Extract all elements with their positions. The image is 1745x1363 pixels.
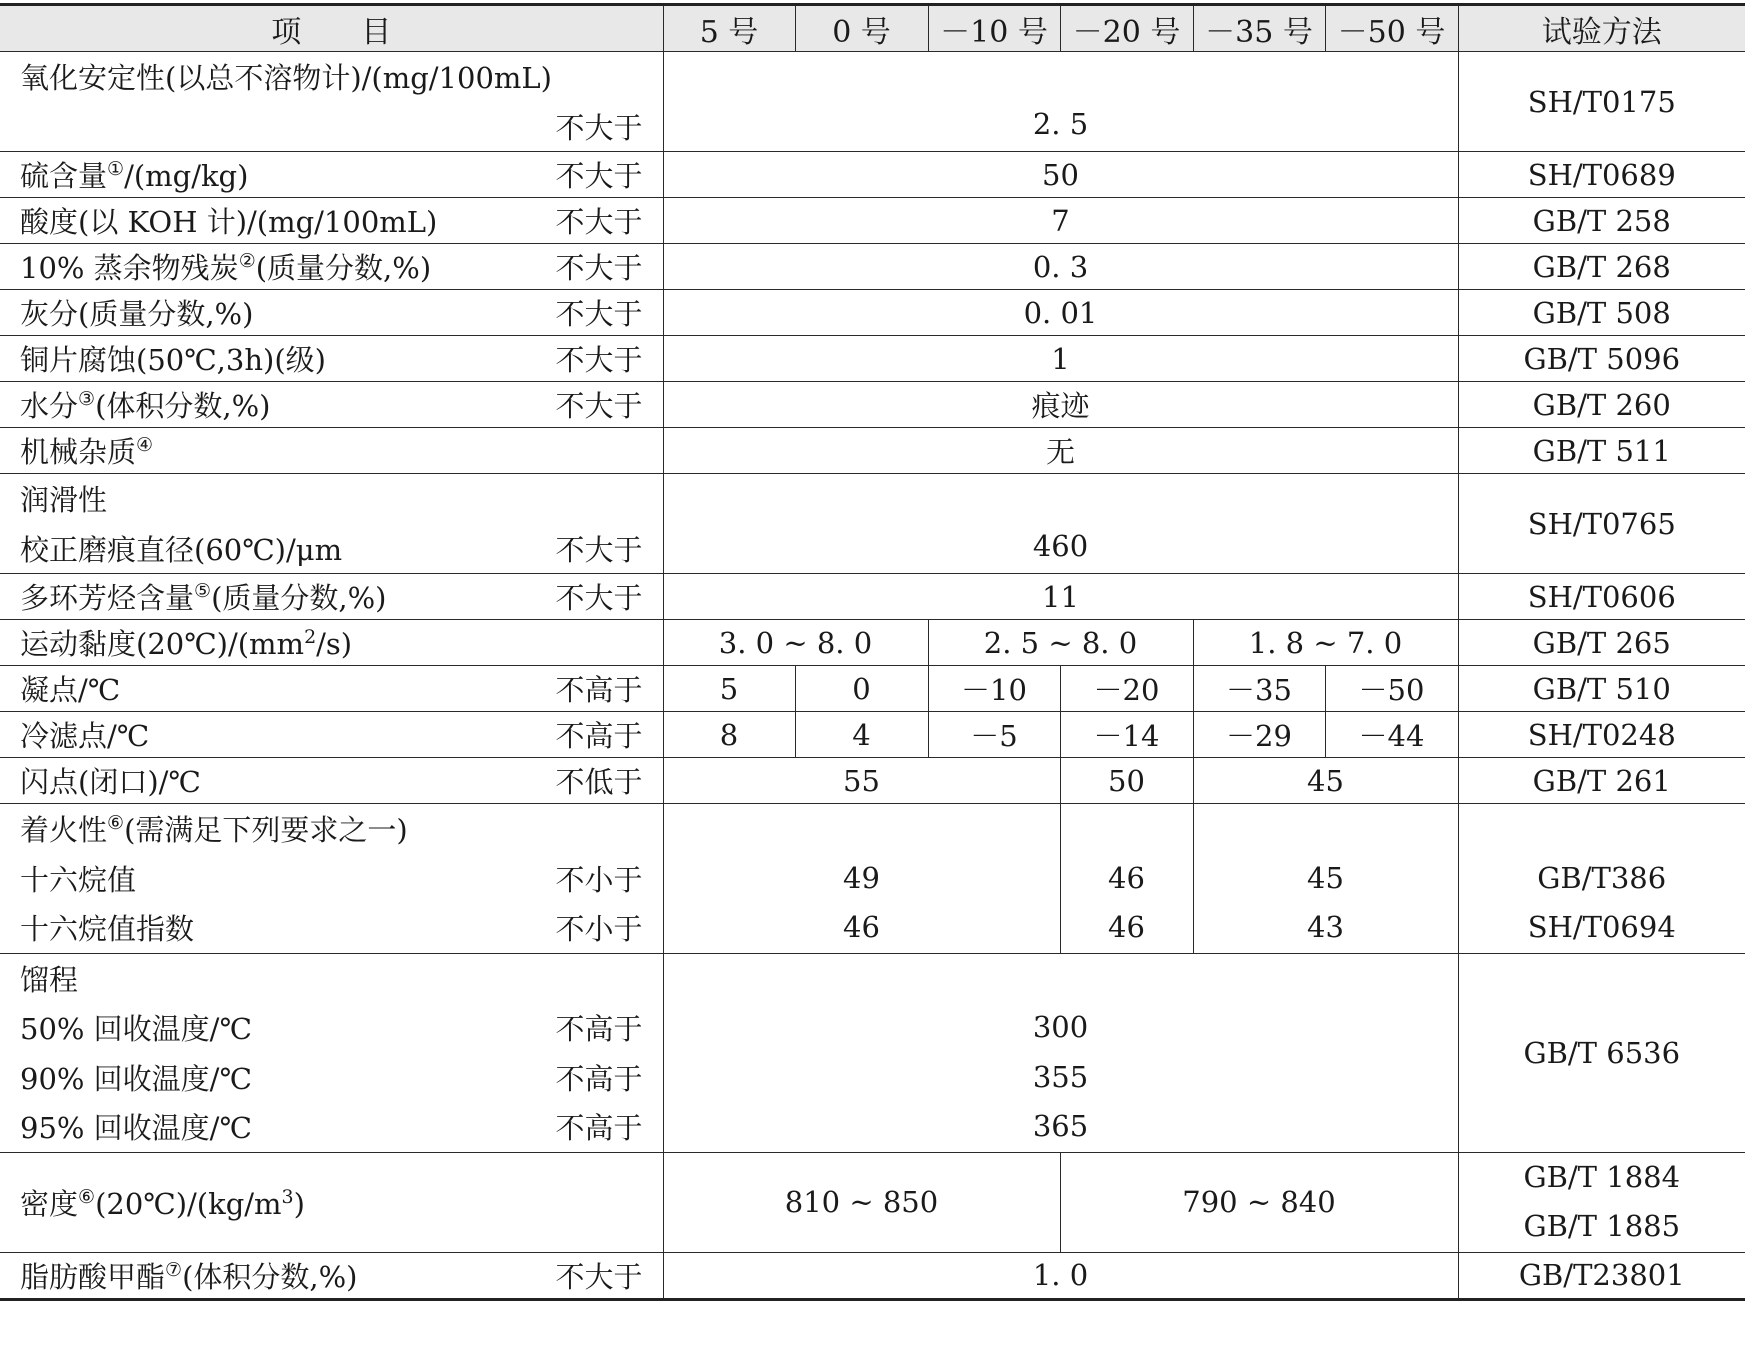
limit-label: 不高于 <box>555 673 643 707</box>
diesel-spec-table <box>0 3 1745 1301</box>
limit-label: 不大于 <box>555 159 643 193</box>
item-label: 润滑性 <box>20 483 108 518</box>
limit-label: 不大于 <box>555 297 643 331</box>
value-cell: 11 <box>663 574 1458 620</box>
limit-label: 不高于 <box>555 1111 643 1146</box>
row-oxidation <box>0 52 1745 152</box>
row-mechanical-impurity <box>0 428 1745 474</box>
row-ash <box>0 290 1745 336</box>
value-cell <box>1193 804 1458 954</box>
sub-item-label: 50% 回收温度/℃ <box>20 1012 252 1047</box>
item-cell <box>0 382 663 428</box>
limit-label: 不低于 <box>555 765 643 799</box>
method-cell: GB/T 511 <box>1458 428 1745 474</box>
item-label: 凝点/℃ <box>20 673 121 707</box>
method-cell: GB/T23801 <box>1458 1252 1745 1299</box>
footnote-mark: ⑦ <box>165 1258 183 1281</box>
value-cell: 0 <box>795 666 928 712</box>
item-cell <box>0 428 663 474</box>
value-text: 43 <box>1307 910 1344 944</box>
value-cell: －29 <box>1193 712 1325 758</box>
value-cell: －5 <box>928 712 1060 758</box>
limit-label: 不小于 <box>555 862 643 897</box>
row-carbon-residue <box>0 244 1745 290</box>
method-cell: GB/T 260 <box>1458 382 1745 428</box>
limit-label: 不高于 <box>555 1012 643 1047</box>
value-text: 49 <box>843 860 880 895</box>
method-text: GB/T 1884 <box>1523 1159 1681 1194</box>
item-label: 密度$^⑥(20℃)/(kg/m^3)$ <box>20 1185 305 1221</box>
value-cell: －44 <box>1325 712 1458 758</box>
header-grade-minus50: －50 号 <box>1325 5 1458 52</box>
value-cell: －50 <box>1325 666 1458 712</box>
sub-item-label: 校正磨痕直径(60℃)/μm <box>20 532 343 567</box>
item-cell <box>0 198 663 244</box>
limit-label: 不大于 <box>555 581 643 615</box>
value-cell: 1. 8 ~ 7. 0 <box>1193 620 1458 666</box>
limit-label: 不大于 <box>555 1259 643 1294</box>
value-text: 45 <box>1307 860 1344 895</box>
item-label: 着火性⑥(需满足下列要求之一) <box>20 812 408 848</box>
header-item: 项 目 <box>0 5 663 52</box>
row-pah <box>0 574 1745 620</box>
footnote-mark: ④ <box>136 434 154 456</box>
method-cell: SH/T0248 <box>1458 712 1745 758</box>
row-copper-corrosion <box>0 336 1745 382</box>
item-cell <box>0 52 663 152</box>
value-text: 365 <box>1032 1109 1089 1143</box>
value-cell: 2. 5 ~ 8. 0 <box>928 620 1193 666</box>
method-cell: GB/T 258 <box>1458 198 1745 244</box>
value-cell: －10 <box>928 666 1060 712</box>
header-row <box>0 5 1745 52</box>
value-cell: 8 <box>663 712 795 758</box>
row-water <box>0 382 1745 428</box>
header-grade-minus35: －35 号 <box>1193 5 1325 52</box>
row-fame <box>0 1252 1745 1299</box>
value-cell: 3. 0 ~ 8. 0 <box>663 620 928 666</box>
value-cell: 0. 3 <box>663 244 1458 290</box>
method-cell: GB/T 508 <box>1458 290 1745 336</box>
row-density <box>0 1152 1745 1252</box>
footnote-mark: ② <box>238 250 256 272</box>
item-label: 多环芳烃含量⑤(质量分数,%) <box>20 580 387 615</box>
item-cell <box>0 953 663 1152</box>
item-label: 10% 蒸余物残炭②(质量分数,%) <box>20 250 432 285</box>
sub-item-label: 十六烷值 <box>20 862 137 897</box>
item-cell <box>0 804 663 954</box>
value-cell: 1 <box>663 336 1458 382</box>
item-label: 灰分(质量分数,%) <box>20 297 254 331</box>
value-cell: 45 <box>1193 758 1458 804</box>
method-cell: GB/T 265 <box>1458 620 1745 666</box>
item-cell <box>0 1152 663 1252</box>
value-cell: 4 <box>795 712 928 758</box>
row-pour-point <box>0 666 1745 712</box>
row-viscosity <box>0 620 1745 666</box>
value-cell: －35 <box>1193 666 1325 712</box>
item-label: 氧化安定性(以总不溶物计)/(mg/100mL) <box>20 61 552 96</box>
item-cell <box>0 574 663 620</box>
value-cell: 痕迹 <box>663 382 1458 428</box>
item-cell <box>0 666 663 712</box>
method-cell <box>1458 1152 1745 1252</box>
value-text: 2. 5 <box>1032 106 1089 141</box>
value-text: 46 <box>1108 910 1145 944</box>
limit-label: 不大于 <box>555 110 643 145</box>
row-lubricity <box>0 474 1745 574</box>
value-cell: －20 <box>1060 666 1193 712</box>
method-cell <box>1458 804 1745 954</box>
item-label: 水分③(体积分数,%) <box>20 388 271 423</box>
footnote-mark: ⑥ <box>107 812 125 835</box>
value-cell <box>663 474 1458 574</box>
header-grade-5: 5 号 <box>663 5 795 52</box>
item-label: 机械杂质④ <box>20 434 154 469</box>
sub-item-label: 90% 回收温度/℃ <box>20 1061 252 1096</box>
item-label: 闪点(闭口)/℃ <box>20 765 201 799</box>
footnote-mark: ③ <box>78 388 96 410</box>
limit-label: 不大于 <box>555 532 643 567</box>
method-cell: SH/T0606 <box>1458 574 1745 620</box>
header-grade-minus10: －10 号 <box>928 5 1060 52</box>
value-cell: 55 <box>663 758 1060 804</box>
limit-label: 不高于 <box>555 1061 643 1096</box>
limit-label: 不大于 <box>555 389 643 423</box>
header-grade-minus20: －20 号 <box>1060 5 1193 52</box>
item-cell <box>0 244 663 290</box>
footnote-mark: ① <box>107 158 125 180</box>
footnote-mark: ⑥ <box>78 1185 96 1208</box>
sub-item-label: 95% 回收温度/℃ <box>20 1111 252 1146</box>
item-cell <box>0 1252 663 1299</box>
item-cell <box>0 336 663 382</box>
value-cell: 无 <box>663 428 1458 474</box>
sub-item-label: 十六烷值指数 <box>20 912 195 947</box>
value-cell <box>1060 804 1193 954</box>
limit-label: 不高于 <box>555 719 643 753</box>
row-cold-filter-plugging-point <box>0 712 1745 758</box>
value-cell: 5 <box>663 666 795 712</box>
item-cell <box>0 620 663 666</box>
value-cell: 50 <box>663 152 1458 198</box>
method-cell: GB/T 5096 <box>1458 336 1745 382</box>
method-text: GB/T 1885 <box>1523 1209 1681 1243</box>
value-cell: 1. 0 <box>663 1252 1458 1299</box>
row-distillation <box>0 953 1745 1152</box>
value-cell: 0. 01 <box>663 290 1458 336</box>
value-cell: 7 <box>663 198 1458 244</box>
value-text: 300 <box>1032 1010 1089 1044</box>
value-cell: 790 ~ 840 <box>1060 1152 1458 1252</box>
item-cell <box>0 758 663 804</box>
item-cell <box>0 712 663 758</box>
method-text: GB/T386 <box>1537 860 1667 895</box>
value-cell <box>663 953 1458 1152</box>
item-label: 冷滤点/℃ <box>20 719 150 753</box>
item-label: 铜片腐蚀(50℃,3h)(级) <box>20 343 326 377</box>
value-cell <box>663 52 1458 152</box>
limit-label: 不小于 <box>555 912 643 947</box>
value-text: 46 <box>1108 860 1145 895</box>
value-text: 460 <box>1032 528 1089 563</box>
row-sulfur <box>0 152 1745 198</box>
limit-label: 不大于 <box>555 251 643 285</box>
item-cell <box>0 290 663 336</box>
value-cell: －14 <box>1060 712 1193 758</box>
item-label: 硫含量①/(mg/kg) <box>20 158 249 193</box>
value-text: 355 <box>1032 1059 1089 1094</box>
value-cell: 50 <box>1060 758 1193 804</box>
item-cell <box>0 474 663 574</box>
value-cell <box>663 804 1060 954</box>
item-label: 馏程 <box>20 962 79 997</box>
limit-label: 不大于 <box>555 205 643 239</box>
header-method: 试验方法 <box>1458 5 1745 52</box>
item-label: 酸度(以 KOH 计)/(mg/100mL) <box>20 205 438 239</box>
item-label: 运动黏度$(20℃)/(mm^2/s)$ <box>20 626 353 661</box>
footnote-mark: ⑤ <box>194 580 212 602</box>
header-grade-0: 0 号 <box>795 5 928 52</box>
method-cell: GB/T 268 <box>1458 244 1745 290</box>
method-cell: GB/T 261 <box>1458 758 1745 804</box>
method-cell: SH/T0765 <box>1458 474 1745 574</box>
value-cell: 810 ~ 850 <box>663 1152 1060 1252</box>
method-cell: GB/T 6536 <box>1458 953 1745 1152</box>
row-flash-point <box>0 758 1745 804</box>
method-text: SH/T0694 <box>1527 910 1676 944</box>
row-ignition <box>0 804 1745 954</box>
method-cell: SH/T0689 <box>1458 152 1745 198</box>
limit-label: 不大于 <box>555 343 643 377</box>
method-cell: SH/T0175 <box>1458 52 1745 152</box>
method-cell: GB/T 510 <box>1458 666 1745 712</box>
value-text: 46 <box>843 910 880 944</box>
item-cell <box>0 152 663 198</box>
item-label: 脂肪酸甲酯⑦(体积分数,%) <box>20 1258 358 1294</box>
row-acidity <box>0 198 1745 244</box>
